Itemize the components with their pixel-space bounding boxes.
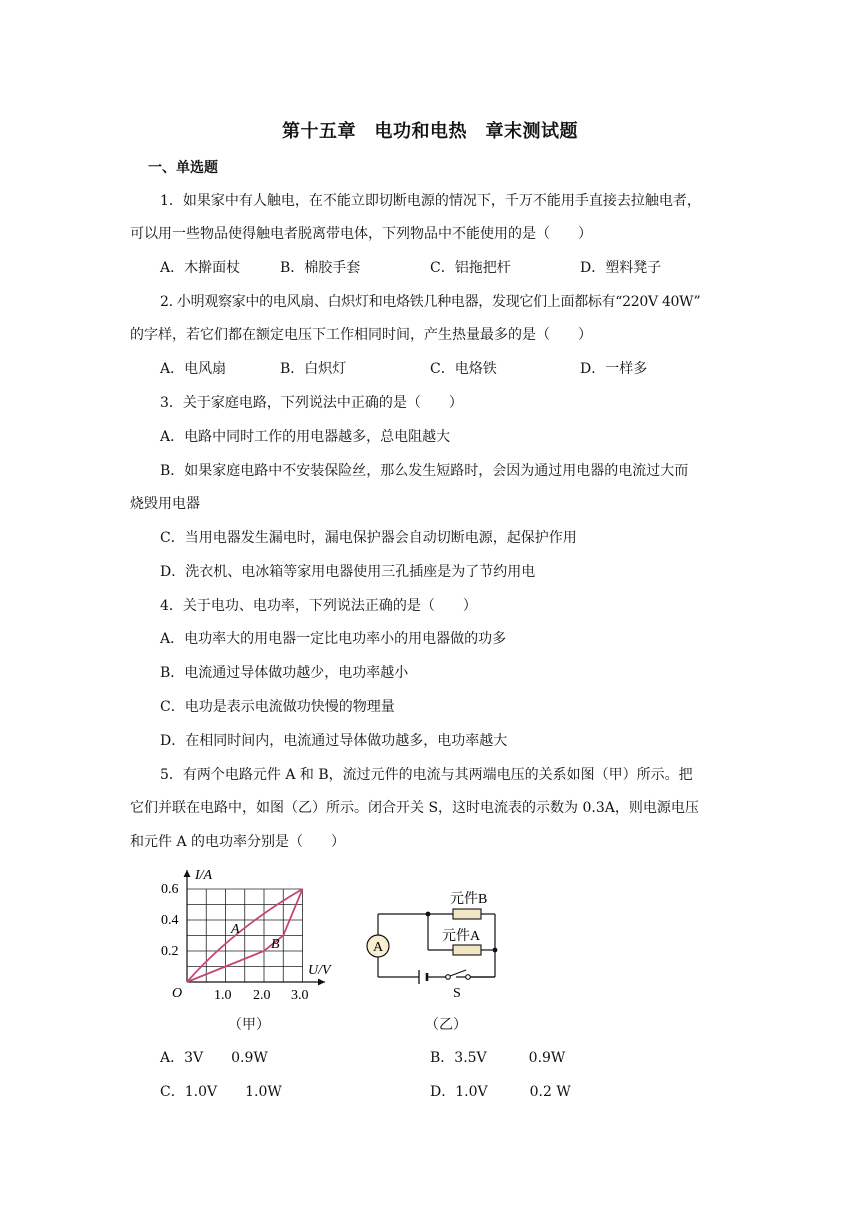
y-tick-0.4: 0.4 <box>161 913 179 928</box>
x-tick-3.0: 3.0 <box>291 988 309 1003</box>
q2-option-d: D．一样多 <box>580 361 648 377</box>
q1-line1: 1．如果家中有人触电，在不能立即切断电源的情况下，千万不能用手直接去拉触电者， <box>160 193 701 209</box>
ammeter-label: A <box>373 940 384 955</box>
q5-line1: 5．有两个电路元件 A 和 B，流过元件的电流与其两端电压的关系如图（甲）所示。把 <box>160 767 693 783</box>
element-a-label: 元件A <box>442 929 481 944</box>
y-tick-0.6: 0.6 <box>161 882 179 897</box>
q1-option-c: C．铝拖把杆 <box>430 260 511 276</box>
q3-option-c: C．当用电器发生漏电时，漏电保护器会自动切断电源，起保护作用 <box>160 530 577 546</box>
q4-option-b: B．电流通过导体做功越少，电功率越小 <box>160 665 409 681</box>
origin-label: O <box>172 986 183 1001</box>
curve-b-label: B <box>271 937 280 952</box>
q2-line2: 的字样，若它们都在额定电压下工作相同时间，产生热量最多的是（ ） <box>130 327 592 343</box>
q1-option-d: D．塑料凳子 <box>580 260 662 276</box>
y-axis-label: I/A <box>195 868 213 883</box>
q5-option-b: B．3.5V 0.9W <box>430 1050 566 1066</box>
q2-line1: 2. 小明观察家中的电风扇、白炽灯和电烙铁几种电器，发现它们上面都标有“220V 40W” <box>160 294 701 310</box>
x-tick-1.0: 1.0 <box>214 988 232 1003</box>
q3-option-b-line1: B．如果家庭电路中不安装保险丝，那么发生短路时，会因为通过用电器的电流过大而 <box>160 463 689 479</box>
q5-line2: 它们并联在电路中，如图（乙）所示。闭合开关 S，这时电流表的示数为 0.3A，则电源电压 <box>130 800 699 816</box>
q1-option-a: A．木擀面杖 <box>160 260 241 276</box>
q1-line2: 可以用一些物品使得触电者脱离带电体，下列物品中不能使用的是（ ） <box>130 226 592 242</box>
figure-yi-caption: （乙） <box>425 1017 467 1033</box>
q5-option-a: A．3V 0.9W <box>160 1050 268 1066</box>
q5-option-d: D．1.0V 0.2 W <box>430 1084 571 1100</box>
curve-a-label: A <box>231 922 240 937</box>
y-tick-0.2: 0.2 <box>161 944 179 959</box>
q4-stem: 4．关于电功、电功率，下列说法正确的是（ ） <box>160 598 477 614</box>
q3-option-a: A．电路中同时工作的用电器越多，总电阻越大 <box>160 429 451 445</box>
q4-option-a: A．电功率大的用电器一定比电功率小的用电器做的功多 <box>160 631 507 647</box>
resistor-a <box>453 945 481 955</box>
page-title: 第十五章 电功和电热 章末测试题 <box>282 121 578 142</box>
switch-label: S <box>453 986 461 1001</box>
switch-icon <box>446 970 471 979</box>
battery-icon <box>419 970 427 984</box>
q4-option-c: C．电功是表示电流做功快慢的物理量 <box>160 699 395 715</box>
q2-option-c: C．电烙铁 <box>430 361 497 377</box>
section-heading: 一、单选题 <box>148 160 218 176</box>
q2-option-b: B．白炽灯 <box>280 361 347 377</box>
figure-jia-caption: （甲） <box>228 1017 270 1033</box>
q3-option-b-line2: 烧毁用电器 <box>130 496 200 512</box>
x-tick-2.0: 2.0 <box>253 988 271 1003</box>
figure-jia-graph <box>150 862 350 1007</box>
q1-option-b: B．棉胶手套 <box>280 260 361 276</box>
q3-stem: 3．关于家庭电路，下列说法中正确的是（ ） <box>160 395 463 411</box>
q5-option-c: C．1.0V 1.0W <box>160 1084 282 1100</box>
element-b-label: 元件B <box>450 892 488 907</box>
resistor-b <box>453 909 481 919</box>
q2-option-a: A．电风扇 <box>160 361 227 377</box>
q5-line3: 和元件 A 的电功率分别是（ ） <box>130 834 346 850</box>
q3-option-d: D．洗衣机、电冰箱等家用电器使用三孔插座是为了节约用电 <box>160 564 536 580</box>
figure-yi-circuit <box>358 882 508 1002</box>
x-axis-label: U/V <box>308 963 331 978</box>
q4-option-d: D．在相同时间内，电流通过导体做功越多，电功率越大 <box>160 733 508 749</box>
